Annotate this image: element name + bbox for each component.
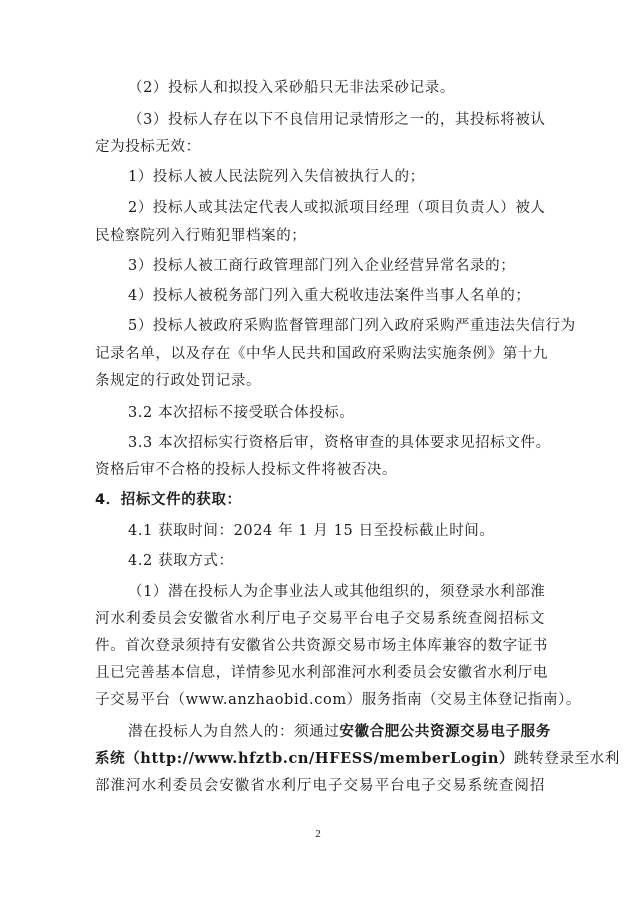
paragraph-line	[128, 722, 551, 742]
paragraph-line: 1）投标人被人民法院列入失信被执行人的；	[128, 169, 425, 185]
text-run: 跳转登录至水利	[514, 751, 620, 767]
paragraph-line: （2）投标人和拟投入采砂船只无非法采砂记录。	[128, 80, 455, 96]
paragraph-line: 子交易平台（www.anzhaobid.com）服务指南（交易主体登记指南）。	[95, 692, 582, 708]
paragraph-line: 资格后审不合格的投标人投标文件将被否决。	[95, 462, 397, 478]
paragraph-line: 部淮河水利委员会安徽省水利厅电子交易平台电子交易系统查阅招	[95, 778, 545, 794]
text-run: 潜在投标人为自然人的：须通过	[128, 724, 340, 740]
paragraph-line: 件。首次登录须持有安徽省公共资源交易市场主体库兼容的数字证书	[95, 638, 548, 654]
bold-url-text: 系统（http://www.hfztb.cn/HFESS/memberLogin）	[95, 750, 515, 767]
section-heading: 4．招标文件的获取：	[95, 492, 242, 508]
paragraph-line: 条规定的行政处罚记录。	[95, 373, 262, 389]
paragraph-line: 且已完善基本信息，详情参见水利部淮河水利委员会安徽省水利厅电	[95, 665, 548, 681]
paragraph-line: 5）投标人被政府采购监督管理部门列入政府采购严重违法失信行为	[128, 318, 576, 334]
paragraph-line: 3.2 本次招标不接受联合体投标。	[128, 405, 355, 421]
paragraph-line: 4.2 获取方式：	[128, 553, 234, 569]
paragraph-line: 民检察院列入行贿犯罪档案的；	[95, 228, 307, 244]
paragraph-line: 4.1 获取时间：2024 年 1 月 15 日至投标截止时间。	[128, 523, 495, 539]
paragraph-line: （3）投标人存在以下不良信用记录情形之一的，其投标将被认	[128, 112, 546, 128]
bold-text-run: 安徽合肥公共资源交易电子服务	[339, 723, 551, 740]
paragraph-line: 3.3 本次招标实行资格后审，资格审查的具体要求见招标文件。	[128, 435, 551, 451]
paragraph-line: 2）投标人或其法定代表人或拟派项目经理（项目负责人）被人	[128, 200, 546, 216]
paragraph-line: （1）潜在投标人为企事业法人或其他组织的，须登录水利部淮	[128, 584, 546, 600]
paragraph-line	[95, 749, 620, 769]
paragraph-line: 4）投标人被税务部门列入重大税收违法案件当事人名单的；	[128, 288, 531, 304]
paragraph-line: 3）投标人被工商行政管理部门列入企业经营异常名录的；	[128, 258, 516, 274]
page-number: 2	[315, 828, 321, 840]
paragraph-line: 记录名单，以及存在《中华人民共和国政府采购法实施条例》第十九	[95, 346, 548, 362]
paragraph-line: 定为投标无效：	[95, 139, 201, 155]
paragraph-line: 河水利委员会安徽省水利厅电子交易平台电子交易系统查阅招标文	[95, 611, 545, 627]
